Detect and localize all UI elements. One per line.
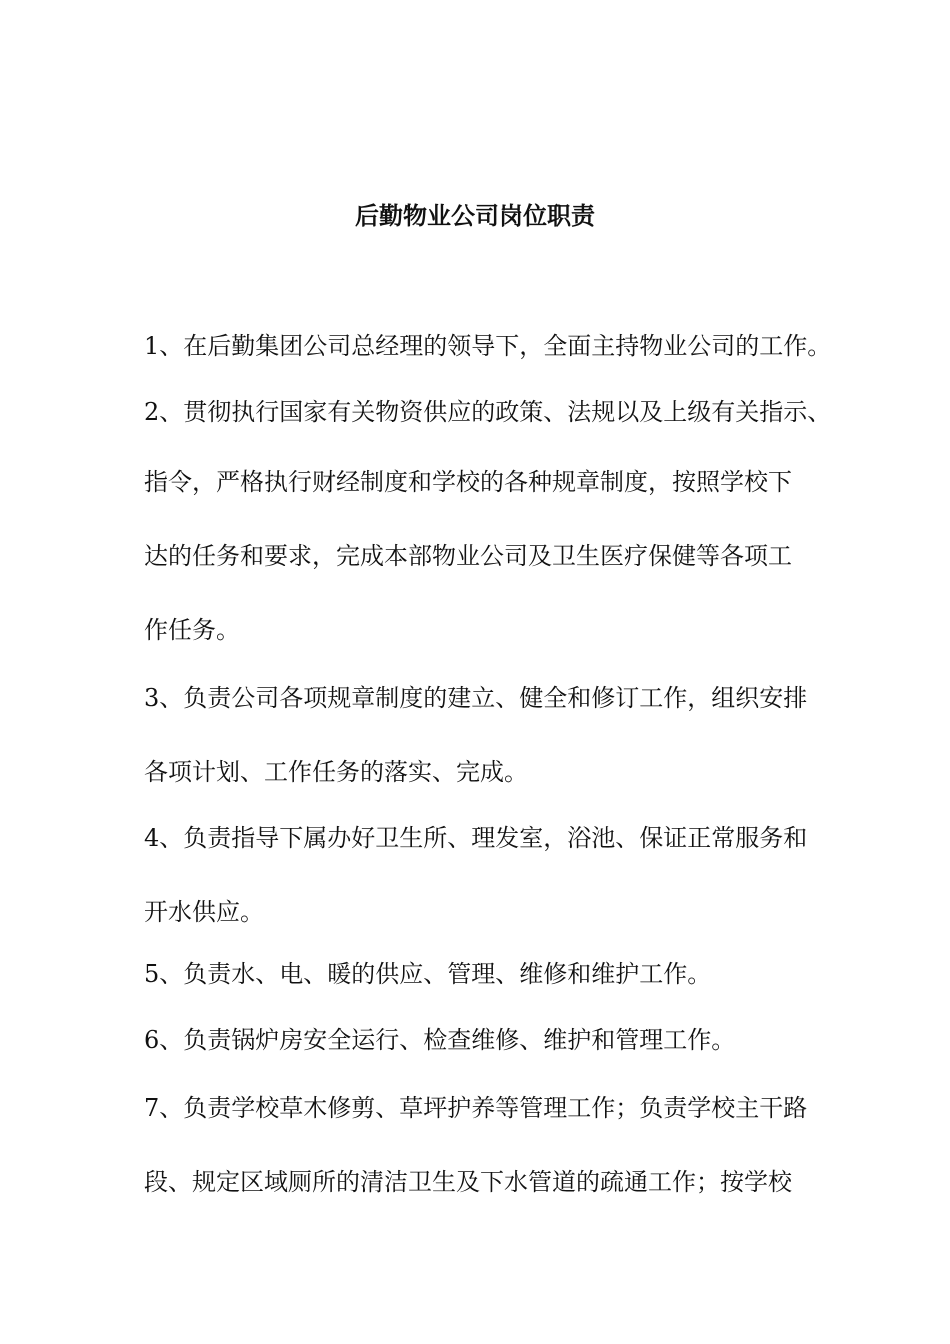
duty-line: 各项计划、工作任务的落实、完成。 (144, 758, 528, 786)
duty-line: 指令，严格执行财经制度和学校的各种规章制度，按照学校下 (144, 468, 792, 496)
document-title: 后勤物业公司岗位职责 (355, 201, 595, 230)
duty-line: 作任务。 (144, 616, 240, 644)
duty-line: 开水供应。 (144, 898, 264, 926)
duty-line: 达的任务和要求，完成本部物业公司及卫生医疗保健等各项工 (144, 542, 792, 570)
duty-line: 2、贯彻执行国家有关物资供应的政策、法规以及上级有关指示、 (144, 398, 832, 426)
duty-line: 6、负责锅炉房安全运行、检查维修、维护和管理工作。 (144, 1026, 736, 1054)
duty-line: 1、在后勤集团公司总经理的领导下，全面主持物业公司的工作。 (144, 332, 832, 360)
duty-line: 4、负责指导下属办好卫生所、理发室，浴池、保证正常服务和 (144, 824, 808, 852)
duty-line: 5、负责水、电、暖的供应、管理、维修和维护工作。 (144, 960, 712, 988)
duty-line: 段、规定区域厕所的清洁卫生及下水管道的疏通工作；按学校 (144, 1168, 792, 1196)
duty-line: 7、负责学校草木修剪、草坪护养等管理工作；负责学校主干路 (144, 1094, 808, 1122)
duty-line: 3、负责公司各项规章制度的建立、健全和修订工作，组织安排 (144, 684, 808, 712)
